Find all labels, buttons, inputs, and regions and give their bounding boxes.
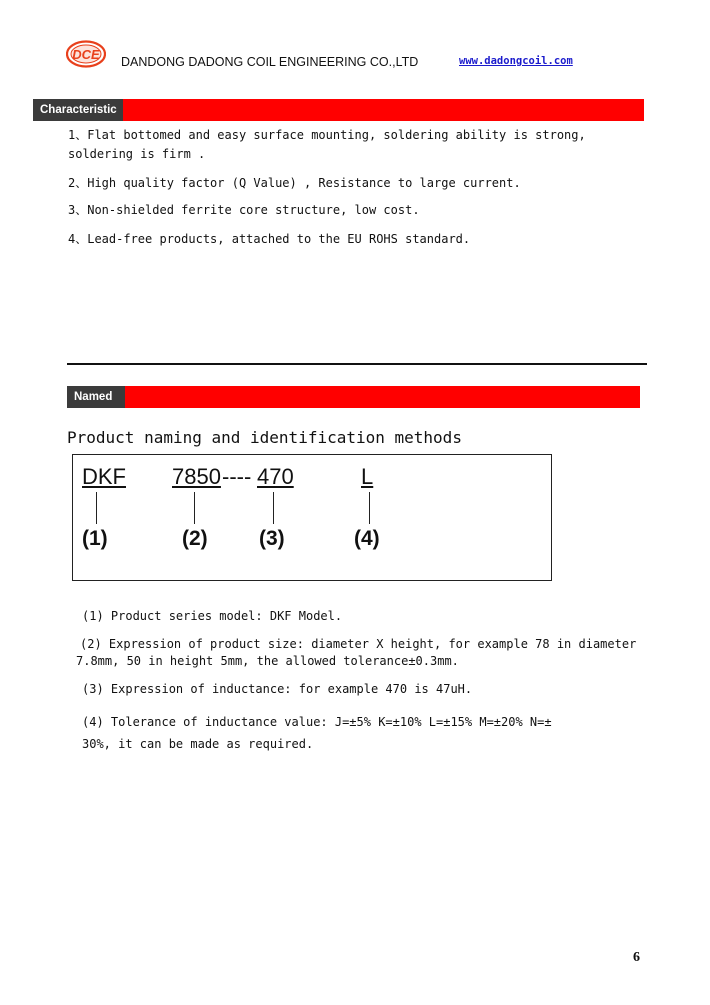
code-inductance: 470 (257, 464, 294, 489)
named-bar (67, 386, 640, 408)
characteristic-bar (33, 99, 644, 121)
code-dashes: ---- (222, 464, 252, 489)
named-item-4-line1: (4) Tolerance of inductance value: J=±5% K=±10% L=±15% M=±20% N=± (82, 715, 552, 729)
named-tag: Named (67, 386, 125, 408)
named-item-2-line1: (2) Expression of product size: diameter X height, for example 78 in diameter (80, 637, 637, 651)
named-item-1: (1) Product series model: DKF Model. (82, 609, 343, 623)
connector-line-4 (369, 492, 370, 524)
characteristic-item-4: 4、Lead-free products, attached to the EU ROHS standard. (68, 232, 471, 246)
logo-text: DCE (72, 47, 100, 62)
characteristic-item-3: 3、Non-shielded ferrite core structure, low cost. (68, 203, 420, 217)
code-series: DKF (82, 464, 126, 489)
named-item-2-line2: 7.8mm, 50 in height 5mm, the allowed tolerance±0.3mm. (76, 654, 459, 668)
company-logo (66, 40, 106, 68)
naming-diagram (72, 454, 552, 581)
named-item-3: (3) Expression of inductance: for example 470 is 47uH. (82, 682, 473, 696)
connector-line-2 (194, 492, 195, 524)
characteristic-tag: Characteristic (33, 99, 123, 121)
page-number: 6 (633, 950, 640, 965)
label-3: (3) (259, 527, 285, 550)
code-tolerance: L (361, 464, 374, 489)
named-item-4-line2: 30%, it can be made as required. (82, 737, 314, 751)
label-4: (4) (354, 527, 380, 550)
section-divider (67, 363, 647, 365)
naming-title: Product naming and identification methods (67, 428, 462, 447)
label-2: (2) (182, 527, 208, 550)
connector-line-3 (273, 492, 274, 524)
label-1: (1) (82, 527, 108, 550)
connector-line-1 (96, 492, 97, 524)
characteristic-item-2: 2、High quality factor (Q Value) , Resistance to large current. (68, 176, 521, 190)
characteristic-item-1-line1: 1、Flat bottomed and easy surface mounting, soldering ability is strong, (68, 128, 586, 142)
characteristic-item-1-line2: soldering is firm . (68, 147, 206, 161)
code-size: 7850 (172, 464, 221, 489)
company-name: DANDONG DADONG COIL ENGINEERING CO.,LTD (121, 55, 419, 69)
website-link[interactable]: www.dadongcoil.com (459, 55, 573, 67)
